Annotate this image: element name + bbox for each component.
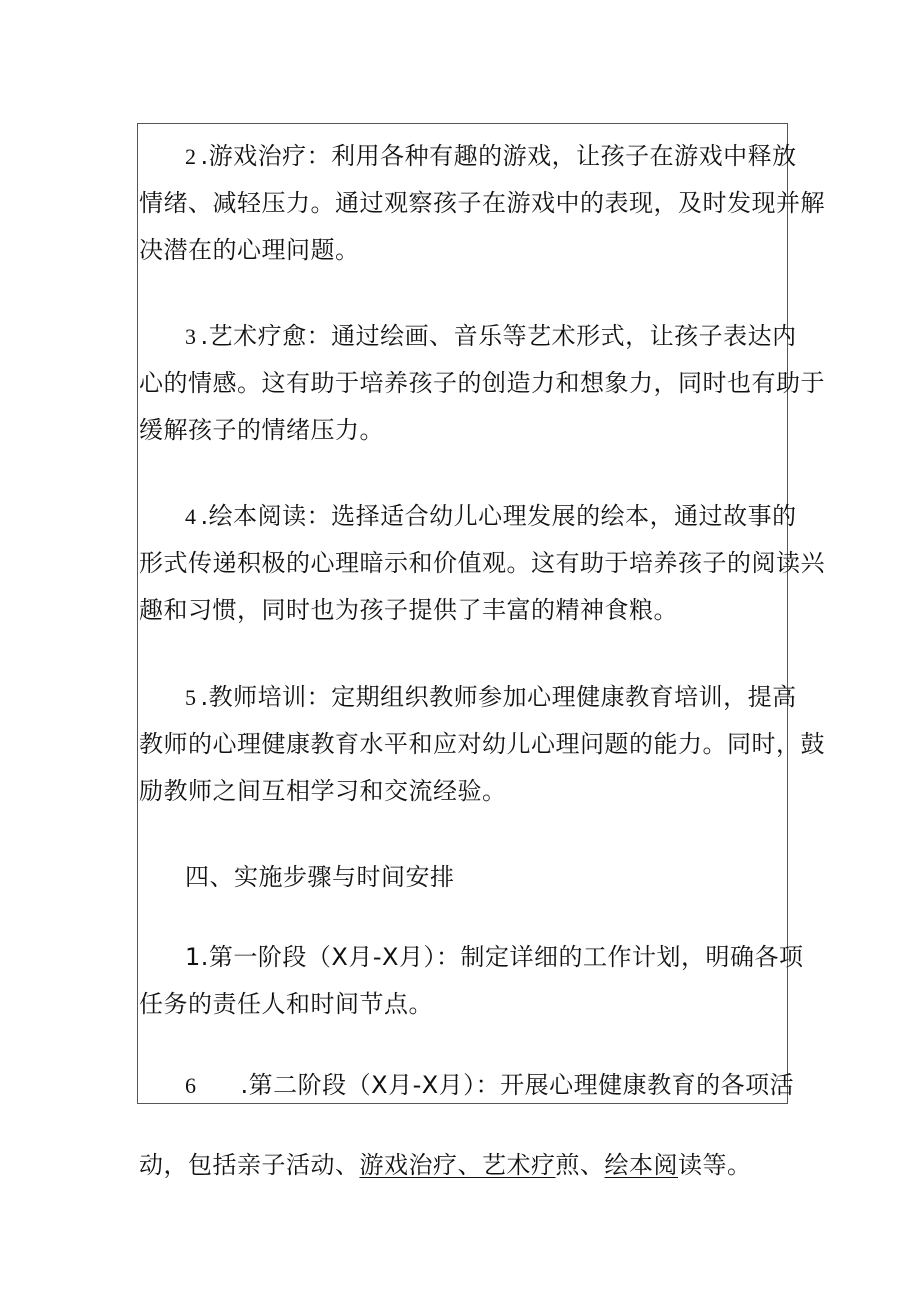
step-two-line-2: 动，包括亲子活动、游戏治疗、艺术疗煎、绘本阅读等。 — [139, 1151, 752, 1179]
paragraph-art-therapy-line-3: 缓解孩子的情绪压力。 — [139, 416, 384, 444]
paragraph-game-therapy-line-3: 决潜在的心理问题。 — [139, 236, 360, 264]
paragraph-game-therapy-line-2: 情绪、减轻压力。通过观察孩子在游戏中的表现，及时发现并解 — [139, 189, 825, 217]
paragraph-teacher-training-line-1: 5 .教师培训：定期组织教师参加心理健康教育培训，提高 — [185, 683, 797, 711]
underlined-term: 绘本阅 — [604, 1151, 678, 1179]
list-number: 2 — [185, 144, 197, 169]
underlined-term: 、艺术疗 — [457, 1151, 556, 1179]
paragraph-picture-book-line-1: 4 .绘本阅读：选择适合幼儿心理发展的绘本，通过故事的 — [185, 502, 797, 530]
list-number: 3 — [185, 324, 197, 349]
paragraph-picture-book-line-2: 形式传递积极的心理暗示和价值观。这有助于培养孩子的阅读兴 — [139, 549, 825, 577]
paragraph-picture-book-line-3: 趣和习惯，同时也为孩子提供了丰富的精神食粮。 — [139, 596, 678, 624]
paragraph-teacher-training-line-2: 教师的心理健康教育水平和应对幼儿心理问题的能力。同时，鼓 — [139, 730, 825, 758]
paragraph-game-therapy-line-1: 2 .游戏治疗：利用各种有趣的游戏，让孩子在游戏中释放 — [185, 142, 797, 170]
section-heading: 四、实施步骤与时间安排 — [185, 863, 455, 891]
list-number: 6 — [185, 1073, 197, 1098]
list-number: 4 — [185, 504, 197, 529]
paragraph-teacher-training-line-3: 励教师之间互相学习和交流经验。 — [139, 777, 507, 805]
list-number: 5 — [185, 685, 197, 710]
paragraph-art-therapy-line-2: 心的情感。这有助于培养孩子的创造力和想象力，同时也有助于 — [139, 369, 825, 397]
step-two-line-1: 6 .第二阶段（X月-X月）：开展心理健康教育的各项活 — [185, 1071, 795, 1099]
underlined-term: 游戏治疗 — [359, 1151, 458, 1179]
step-one-line-2: 任务的责任人和时间节点。 — [139, 990, 433, 1018]
paragraph-art-therapy-line-1: 3 .艺术疗愈：通过绘画、音乐等艺术形式，让孩子表达内 — [185, 322, 797, 350]
step-one-line-1: 1.第一阶段（X月-X月）：制定详细的工作计划，明确各项 — [185, 943, 804, 971]
